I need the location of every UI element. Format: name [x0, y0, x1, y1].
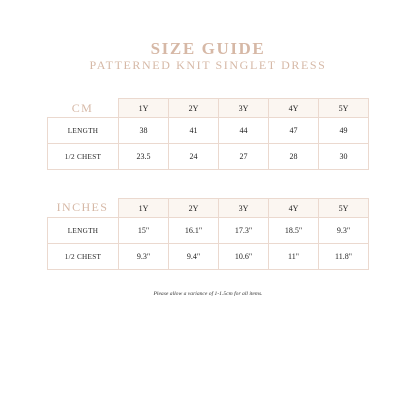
table-row — [48, 144, 369, 170]
cm-corner-cell — [48, 99, 119, 118]
inches-size-header: 5Y — [319, 199, 369, 218]
table-cell: 44 — [219, 118, 269, 144]
inches-corner-cell — [48, 199, 119, 218]
inches-size-header: 2Y — [169, 199, 219, 218]
table-cell: 10.6" — [219, 244, 269, 270]
table-cell: 11" — [269, 244, 319, 270]
cm-size-table — [47, 98, 369, 170]
table-cell: 11.8" — [319, 244, 369, 270]
table-cell: 15" — [119, 218, 169, 244]
product-subtitle: PATTERNED KNIT SINGLET DRESS — [89, 58, 327, 72]
table-row — [48, 118, 369, 144]
table-row — [48, 218, 369, 244]
inches-unit-label: INCHES — [56, 200, 109, 214]
inches-size-table — [47, 198, 369, 270]
cm-size-header: 1Y — [119, 99, 169, 118]
table-cell: 47 — [269, 118, 319, 144]
table-cell: 24 — [169, 144, 219, 170]
cm-size-header: 4Y — [269, 99, 319, 118]
variance-note: Please allow a variance of 1-1.5cm for all items. — [153, 291, 263, 297]
cm-size-header: 3Y — [219, 99, 269, 118]
table-cell: 28 — [269, 144, 319, 170]
table-cell: 27 — [219, 144, 269, 170]
inches-size-header: 4Y — [269, 199, 319, 218]
table-cell: 38 — [119, 118, 169, 144]
row-label: LENGTH — [48, 218, 119, 244]
cm-size-header: 5Y — [319, 99, 369, 118]
table-row — [48, 244, 369, 270]
cm-size-header: 2Y — [169, 99, 219, 118]
table-cell: 18.5" — [269, 218, 319, 244]
cm-unit-label: CM — [71, 101, 94, 115]
inches-size-header: 1Y — [119, 199, 169, 218]
row-label: LENGTH — [48, 118, 119, 144]
inches-size-header: 3Y — [219, 199, 269, 218]
row-label: 1/2 CHEST — [48, 244, 119, 270]
table-cell: 9.3" — [319, 218, 369, 244]
table-cell: 9.3" — [119, 244, 169, 270]
table-cell: 17.3" — [219, 218, 269, 244]
table-cell: 49 — [319, 118, 369, 144]
inches-header-row — [48, 199, 369, 218]
size-guide-title: SIZE GUIDE — [150, 39, 266, 58]
table-cell: 23.5 — [119, 144, 169, 170]
row-label: 1/2 CHEST — [48, 144, 119, 170]
table-cell: 30 — [319, 144, 369, 170]
table-cell: 9.4" — [169, 244, 219, 270]
cm-header-row — [48, 99, 369, 118]
table-cell: 16.1" — [169, 218, 219, 244]
table-cell: 41 — [169, 118, 219, 144]
